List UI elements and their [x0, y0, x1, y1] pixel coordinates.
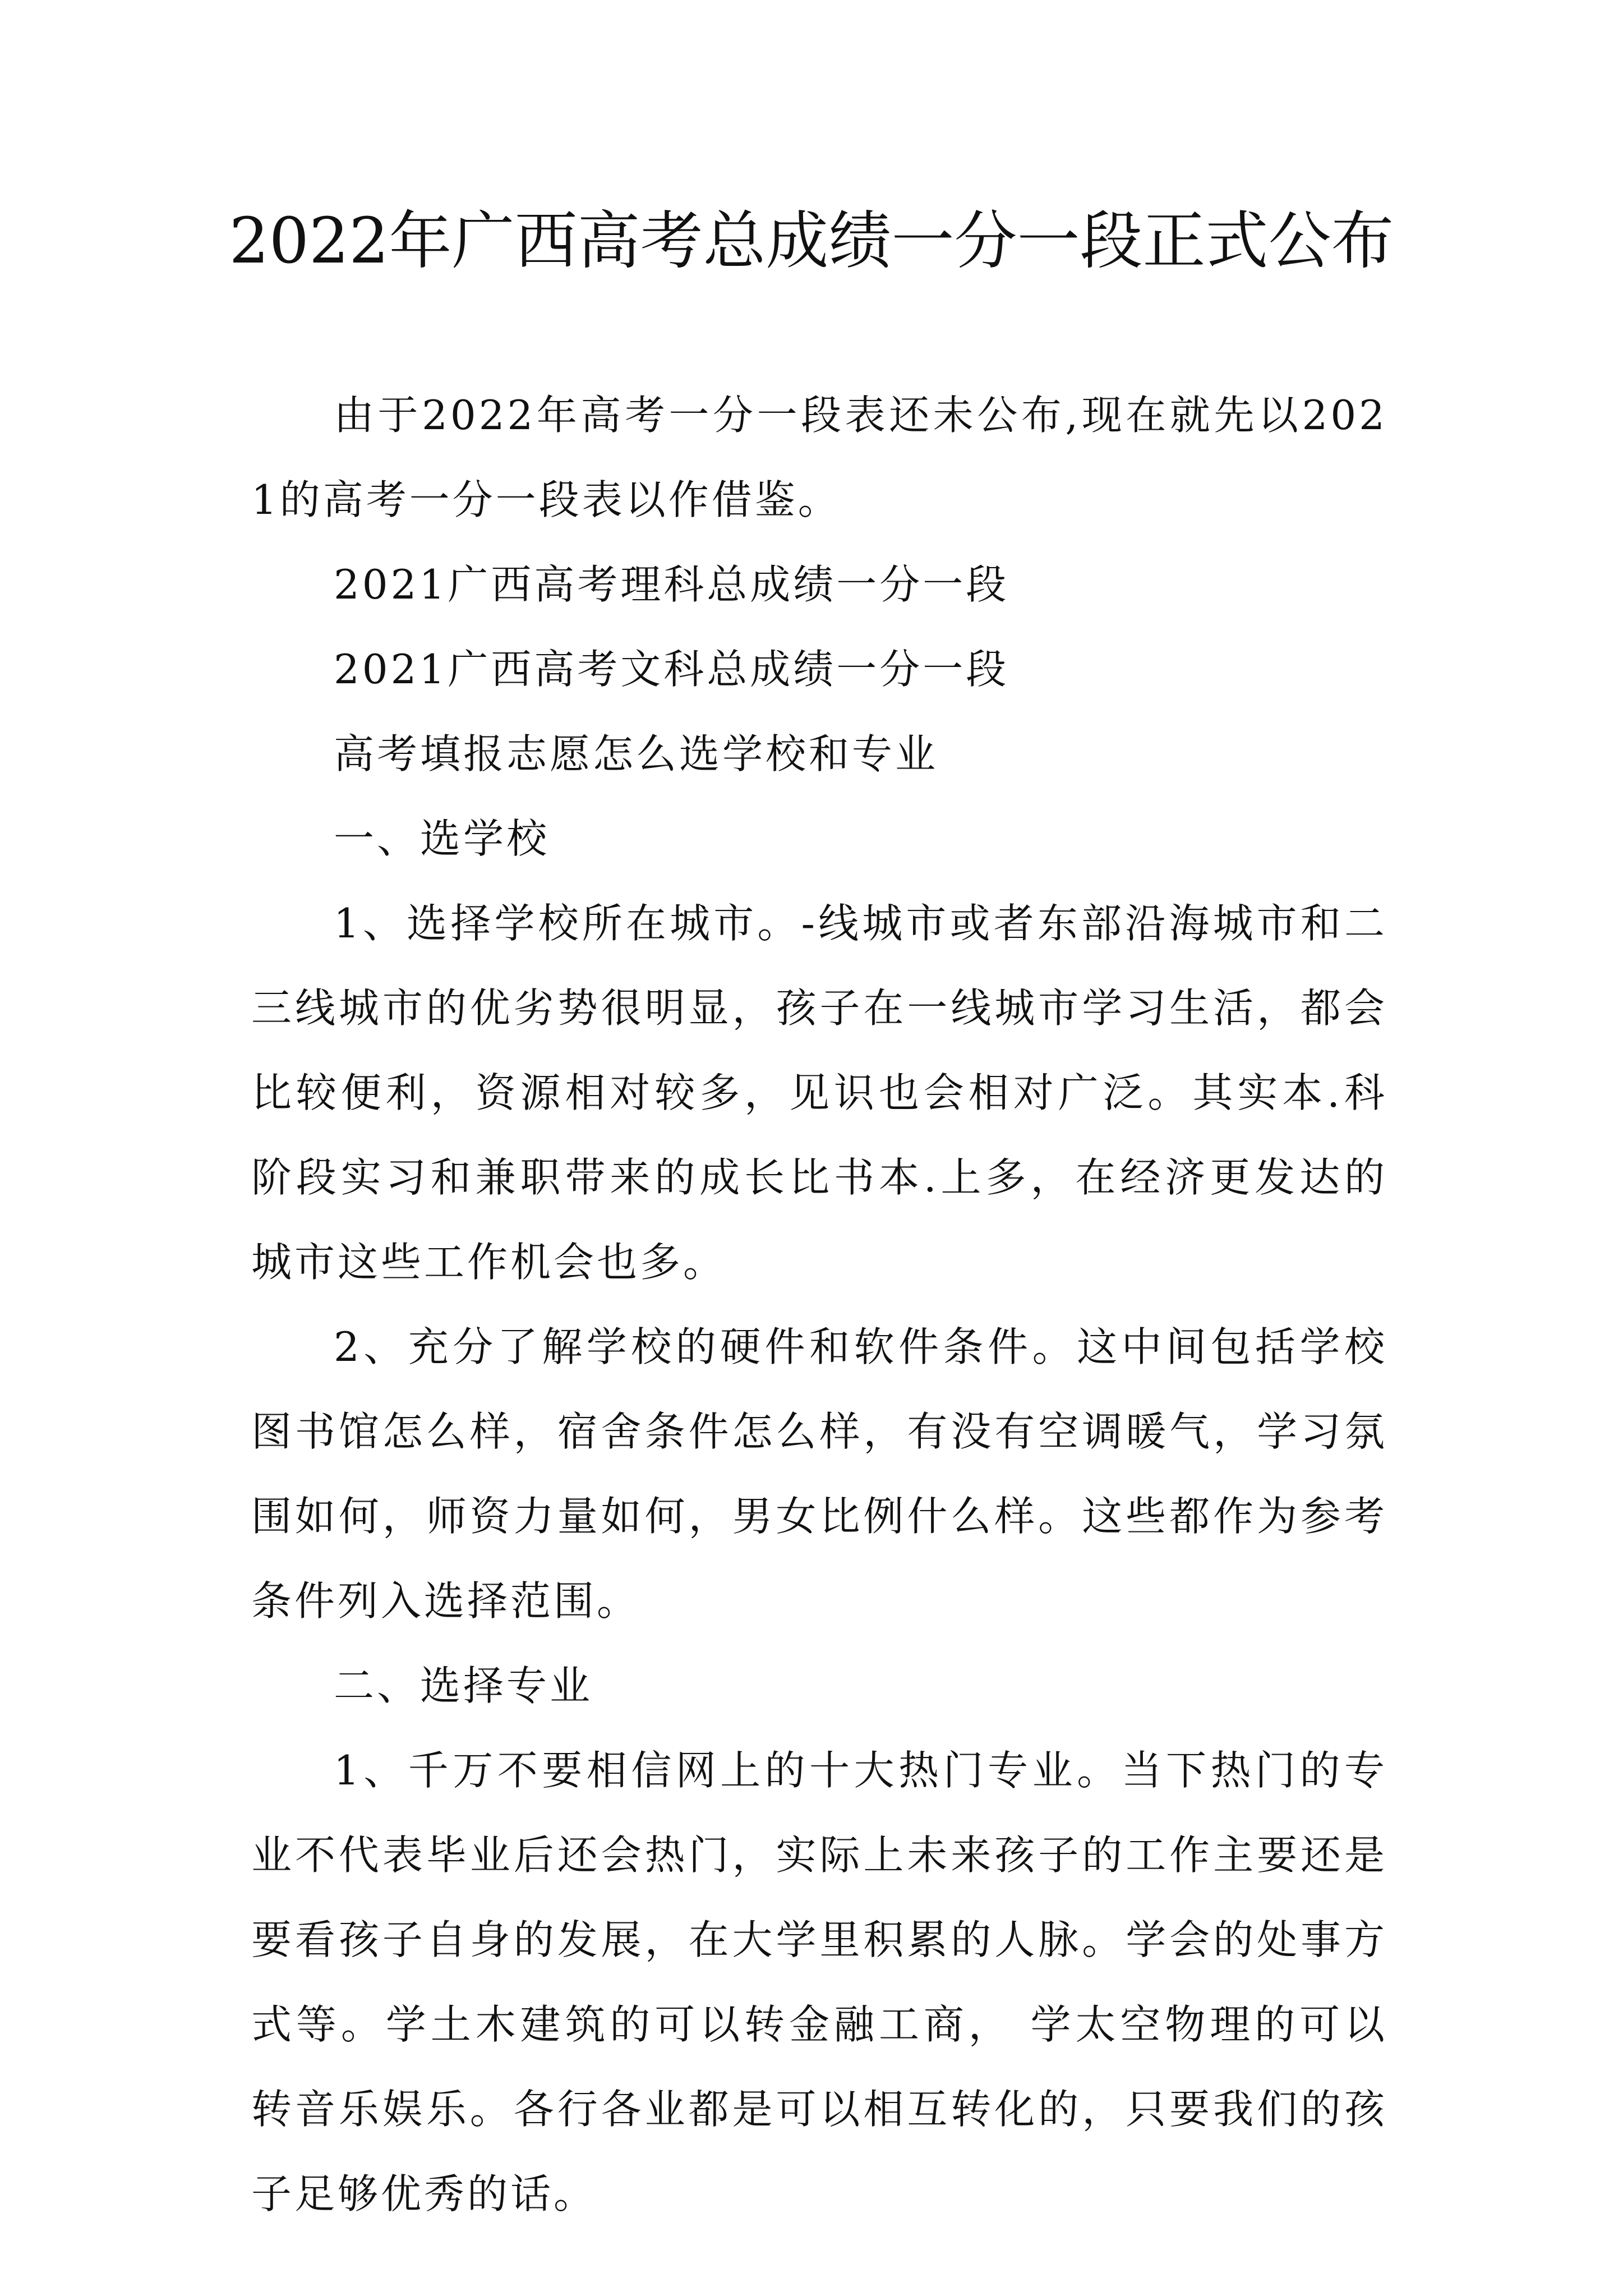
section-heading-choose-major: 二、选择专业 [334, 1662, 593, 1709]
paragraph-science-scores: 2021广西高考理科总成绩一分一段 [334, 561, 1009, 608]
paragraph-arts-scores: 2021广西高考文科总成绩一分一段 [334, 646, 1009, 693]
section-heading-guide: 高考填报志愿怎么选学校和专业 [334, 730, 939, 777]
document-body [251, 373, 1387, 2237]
paragraph-school-city: 1、选择学校所在城市。-线城市或者东部沿海城市和二三线城市的优劣势很明显，孩子在一线城市学习生活，都会比较便利，资源相对较多，见识也会相对广泛。其实本.科阶段实习和兼职带来的成长比书本.上多，在经济更发达的城市这些工作机会也多。 [251, 900, 1387, 1286]
document-title: 2022年广西高考总成绩一分一段正式公布 [229, 205, 1394, 278]
paragraph-intro: 由于2022年高考一分一段表还未公布,现在就先以2021的高考一分一段表以作借鉴。 [251, 392, 1387, 523]
paragraph-school-facilities: 2、充分了解学校的硬件和软件条件。这中间包括学校图书馆怎么样，宿舍条件怎么样，有没有空调暖气，学习氛围如何，师资力量如何，男女比例什么样。这些都作为参考条件列入选择范围。 [251, 1323, 1387, 1625]
paragraph-hot-majors: 1、千万不要相信网上的十大热门专业。当下热门的专业不代表毕业后还会热门，实际上未来孩子的工作主要还是要看孩子自身的发展，在大学里积累的人脉。学会的处事方式等。学土木建筑的可以转金融工商， 学太空物理的可以转音乐娱乐。各行各业都是可以相互转化的，只要我们的孩子足够优秀的话。 [251, 1747, 1387, 2217]
section-heading-choose-school: 一、选学校 [334, 815, 550, 862]
